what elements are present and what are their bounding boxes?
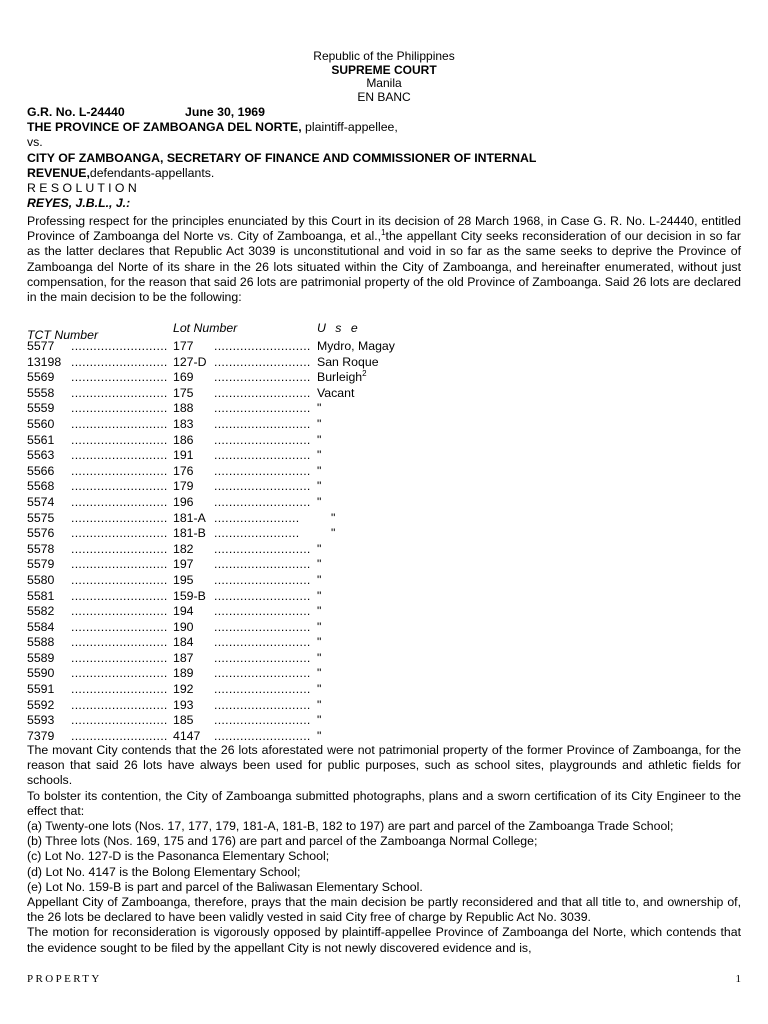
use-cell — [317, 682, 395, 698]
case-date: June 30, 1969 — [185, 105, 265, 119]
case-caption — [27, 105, 741, 211]
leader-dots: .......................... — [214, 354, 311, 369]
republic-line: Republic of the Philippines — [313, 49, 455, 63]
tct-number-cell: 5590 — [27, 666, 55, 681]
use-text: Vacant — [317, 385, 355, 400]
leader-dots: .......................... — [71, 682, 168, 697]
tct-number-cell: 5559 — [27, 401, 55, 416]
leader-dots: ....................... — [214, 526, 300, 541]
header-use — [317, 321, 395, 339]
table-row — [27, 557, 395, 573]
use-text: " — [317, 448, 322, 463]
lots-table-header — [27, 321, 395, 339]
court-name: SUPREME COURT — [331, 62, 437, 77]
tct-number-cell: 5584 — [27, 619, 55, 634]
plaintiff-line — [27, 120, 741, 135]
table-row — [27, 666, 395, 682]
use-cell — [317, 495, 395, 511]
leader-dots: .......................... — [71, 385, 168, 400]
lot-number-cell: 169 — [173, 370, 194, 385]
use-text: " — [317, 572, 322, 587]
lot-number-cell: 187 — [173, 650, 194, 665]
plaintiff-name: THE PROVINCE OF ZAMBOANGA DEL NORTE, — [27, 120, 302, 135]
lot-number-cell: 159-B — [173, 588, 206, 603]
table-row — [27, 370, 395, 386]
use-text: " — [317, 401, 322, 416]
leader-dots: .......................... — [71, 448, 168, 463]
leader-dots: .......................... — [71, 713, 168, 728]
use-text: " — [317, 463, 322, 478]
page-footer — [27, 973, 741, 985]
use-text: " — [317, 479, 322, 494]
lot-number-cell: 181-B — [173, 526, 206, 541]
use-cell — [317, 635, 395, 651]
use-cell — [317, 401, 395, 417]
leader-dots: .......................... — [214, 619, 311, 634]
table-row — [27, 401, 395, 417]
court-city: Manila — [366, 76, 402, 90]
tct-number-cell: 5576 — [27, 526, 55, 541]
leader-dots: .......................... — [71, 370, 168, 385]
leader-dots: .......................... — [71, 650, 168, 665]
leader-dots: .......................... — [214, 541, 311, 556]
table-row — [27, 495, 395, 511]
leader-dots: .......................... — [71, 728, 168, 743]
paragraph-movant: The movant City contends that the 26 lots aforestated were not patrimonial property of the former Province of Zamboanga, for the reason that said 26 lots have always been used for public purposes, such as school sites, playgrounds and athletic fields for schools. — [27, 743, 741, 788]
lot-number-cell: 184 — [173, 635, 194, 650]
lot-number-cell: 192 — [173, 682, 194, 697]
use-cell — [317, 651, 395, 667]
leader-dots: .......................... — [214, 666, 311, 681]
item-c: (c) Lot No. 127-D is the Pasonanca Elementary School; — [27, 849, 330, 864]
leader-dots: .......................... — [214, 339, 311, 353]
leader-dots: .......................... — [214, 650, 311, 665]
use-text: " — [317, 619, 322, 634]
lot-number-cell: 189 — [173, 666, 194, 681]
tct-number-cell: 5592 — [27, 697, 55, 712]
table-row — [27, 542, 395, 558]
table-row — [27, 698, 395, 714]
use-cell — [317, 433, 395, 449]
tct-number-cell: 5593 — [27, 713, 55, 728]
lot-number-cell: 190 — [173, 619, 194, 634]
table-row — [27, 635, 395, 651]
lot-number-cell: 183 — [173, 416, 194, 431]
tct-number-cell: 5566 — [27, 463, 55, 478]
tct-number-cell: 5589 — [27, 650, 55, 665]
tct-number-cell: 5579 — [27, 557, 55, 572]
header-tct — [27, 321, 173, 342]
lot-number-cell: 186 — [173, 432, 194, 447]
lot-number-cell: 194 — [173, 604, 194, 619]
use-cell — [317, 542, 395, 558]
tct-number-cell: 13198 — [27, 354, 62, 369]
use-cell — [317, 604, 395, 620]
tct-number-cell: 5582 — [27, 604, 55, 619]
item-d: (d) Lot No. 4147 is the Bolong Elementary School; — [27, 864, 301, 879]
lot-number-cell: 197 — [173, 557, 194, 572]
tct-number-cell: 7379 — [27, 728, 55, 743]
item-a: (a) Twenty-one lots (Nos. 17, 177, 179, 181-A, 181-B, 182 to 197) are part and parcel of the Zamboanga Trade School; — [27, 819, 674, 834]
footnote-ref-1[interactable]: 1 — [381, 228, 386, 238]
table-row — [27, 713, 395, 729]
lots-table — [27, 321, 395, 744]
tct-number-cell: 5580 — [27, 572, 55, 587]
use-cell — [317, 666, 395, 682]
court-header — [27, 50, 741, 104]
use-cell — [317, 511, 395, 527]
leader-dots: .......................... — [71, 479, 168, 494]
lot-number-cell: 185 — [173, 713, 194, 728]
use-cell — [317, 370, 395, 386]
leader-dots: .......................... — [71, 697, 168, 712]
table-row — [27, 589, 395, 605]
intro-text-2: the appellant City seeks reconsideration of our decision in so far as the latter declares that Republic Act 3039 is unconstitutional and void in so far as the same seeks to deprive the Province of Zamboanga del Norte of its share in the 26 lots situated within the City of Zamboanga, and hereinafter enumerated, without just compensation, for the reason that said 26 lots are patrimonial property of the old Province of Zamboanga. Said 26 lots are declared in the main decision to be the following: — [27, 229, 741, 305]
leader-dots: .......................... — [71, 557, 168, 572]
leader-dots: .......................... — [214, 416, 311, 431]
use-cell — [317, 448, 395, 464]
leader-dots: .......................... — [214, 572, 311, 587]
header-lot-label: Lot Number — [173, 321, 238, 335]
leader-dots: .......................... — [214, 448, 311, 463]
lot-number-cell: 179 — [173, 479, 194, 494]
leader-dots: .......................... — [214, 494, 311, 509]
tct-number-cell: 5588 — [27, 635, 55, 650]
defendants-role: defendants-appellants. — [89, 165, 215, 180]
use-text: " — [317, 416, 322, 431]
defendants-line-1: CITY OF ZAMBOANGA, SECRETARY OF FINANCE AND COMMISSIONER OF INTERNAL — [27, 150, 537, 165]
use-text: " — [331, 526, 336, 541]
header-lot — [173, 321, 317, 339]
use-cell — [317, 339, 395, 355]
use-text: Burleigh — [317, 370, 363, 385]
lot-number-cell: 177 — [173, 339, 194, 353]
leader-dots: .......................... — [214, 370, 311, 385]
table-row — [27, 479, 395, 495]
paragraph-opposition: The motion for reconsideration is vigorously opposed by plaintiff-appellee Province of Zamboanga del Norte, which contends that the evidence sought to be filed by the appellant City is not newly discovered evidence and is, — [27, 925, 741, 955]
table-row — [27, 355, 395, 371]
header-tct-label: TCT Number — [27, 328, 99, 342]
leader-dots: .......................... — [71, 494, 168, 509]
defendants-line-2 — [27, 166, 741, 181]
tct-number-cell: 5561 — [27, 432, 55, 447]
table-row — [27, 417, 395, 433]
use-text: " — [317, 541, 322, 556]
court-division: EN BANC — [357, 89, 411, 104]
tct-number-cell: 5558 — [27, 385, 55, 400]
lot-number-cell: 196 — [173, 494, 194, 509]
tct-number-cell: 5560 — [27, 416, 55, 431]
use-text: " — [317, 604, 322, 619]
lot-number-cell: 193 — [173, 697, 194, 712]
leader-dots: .......................... — [214, 635, 311, 650]
leader-dots: .......................... — [214, 604, 311, 619]
use-text: " — [317, 713, 322, 728]
use-cell — [317, 355, 395, 371]
use-cell — [317, 464, 395, 480]
lot-number-cell: 191 — [173, 448, 194, 463]
use-text: Mydro, Magay — [317, 339, 395, 353]
leader-dots: .......................... — [214, 728, 311, 743]
use-text: " — [317, 432, 322, 447]
leader-dots: .......................... — [71, 432, 168, 447]
tct-number-cell: 5569 — [27, 370, 55, 385]
lot-number-cell: 176 — [173, 463, 194, 478]
lot-number-cell: 181-A — [173, 510, 206, 525]
table-row — [27, 620, 395, 636]
leader-dots: .......................... — [71, 635, 168, 650]
leader-dots: .......................... — [71, 463, 168, 478]
lot-number-cell: 188 — [173, 401, 194, 416]
use-text: " — [317, 728, 322, 743]
leader-dots: .......................... — [214, 588, 311, 603]
tct-number-cell: 5563 — [27, 448, 55, 463]
lot-number-cell: 4147 — [173, 728, 201, 743]
lot-number-cell: 175 — [173, 385, 194, 400]
use-cell — [317, 417, 395, 433]
use-cell — [317, 589, 395, 605]
table-row — [27, 651, 395, 667]
plaintiff-role: plaintiff-appellee, — [301, 120, 398, 135]
leader-dots: .......................... — [214, 479, 311, 494]
use-text: " — [317, 650, 322, 665]
paragraph-bolster: To bolster its contention, the City of Zamboanga submitted photographs, plans and a sworn certification of its City Engineer to the effect that: — [27, 788, 741, 818]
table-row — [27, 464, 395, 480]
table-row — [27, 448, 395, 464]
versus: vs. — [27, 135, 43, 150]
leader-dots: .......................... — [71, 510, 168, 525]
leader-dots: .......................... — [71, 526, 168, 541]
document-type: R E S O L U T I O N — [27, 181, 137, 196]
leader-dots: .......................... — [71, 416, 168, 431]
leader-dots: .......................... — [71, 401, 168, 416]
ponente — [27, 196, 741, 211]
use-cell — [317, 526, 395, 542]
leader-dots: .......................... — [71, 666, 168, 681]
leader-dots: .......................... — [71, 588, 168, 603]
case-number-line — [27, 105, 741, 120]
tct-number-cell: 5581 — [27, 588, 55, 603]
table-row — [27, 604, 395, 620]
leader-dots: .......................... — [71, 604, 168, 619]
table-row — [27, 433, 395, 449]
case-number: G.R. No. L-24440 — [27, 105, 125, 119]
leader-dots: .......................... — [71, 619, 168, 634]
lots-table-body — [27, 339, 395, 744]
table-row — [27, 526, 395, 542]
leader-dots: .......................... — [214, 682, 311, 697]
use-text: San Roque — [317, 354, 379, 369]
leader-dots: .......................... — [214, 432, 311, 447]
item-b: (b) Three lots (Nos. 169, 175 and 176) are part and parcel of the Zamboanga Normal College; — [27, 834, 538, 849]
tct-number-cell: 5575 — [27, 510, 55, 525]
leader-dots: .......................... — [71, 541, 168, 556]
body-text — [27, 743, 741, 956]
table-row — [27, 573, 395, 589]
tct-number-cell: 5591 — [27, 682, 55, 697]
lot-number-cell: 182 — [173, 541, 194, 556]
table-row — [27, 386, 395, 402]
lot-number-cell: 195 — [173, 572, 194, 587]
leader-dots: .......................... — [214, 385, 311, 400]
use-text: " — [317, 697, 322, 712]
table-row — [27, 682, 395, 698]
leader-dots: .......................... — [71, 339, 168, 353]
use-text: " — [317, 666, 322, 681]
paragraph-prayer: Appellant City of Zamboanga, therefore, prays that the main decision be partly reconsidered and that all title to, and ownership of, the 26 lots be declared to have been validly vested in said City free of charge by Republic Act No. 3039. — [27, 895, 741, 925]
leader-dots: .......................... — [71, 354, 168, 369]
use-text: " — [317, 635, 322, 650]
leader-dots: .......................... — [71, 572, 168, 587]
intro-paragraph — [27, 214, 741, 305]
page-number: 1 — [735, 973, 741, 985]
leader-dots: .......................... — [214, 557, 311, 572]
item-e: (e) Lot No. 159-B is part and parcel of the Baliwasan Elementary School. — [27, 879, 423, 894]
leader-dots: .......................... — [214, 463, 311, 478]
use-cell — [317, 620, 395, 636]
table-row — [27, 511, 395, 527]
use-cell — [317, 713, 395, 729]
tct-number-cell: 5568 — [27, 479, 55, 494]
use-cell — [317, 386, 395, 402]
use-text: " — [331, 510, 336, 525]
intro-text-1: Professing respect for the principles enunciated by this Court in its decision of 28 March 1968, in Case G. R. No. L-24440, entitled Province of Zamboanga del Norte vs. City of Zamboanga, et al., — [27, 214, 741, 244]
tct-number-cell: 5574 — [27, 494, 55, 509]
use-text: " — [317, 588, 322, 603]
tct-number-cell: 5578 — [27, 541, 55, 556]
leader-dots: .......................... — [214, 713, 311, 728]
leader-dots: ....................... — [214, 510, 300, 525]
footer-label: PROPERTY — [27, 973, 102, 985]
use-text: " — [317, 557, 322, 572]
use-text: " — [317, 682, 322, 697]
lot-number-cell: 127-D — [173, 354, 207, 369]
use-cell — [317, 573, 395, 589]
leader-dots: .......................... — [214, 401, 311, 416]
defendants-name-end: REVENUE, — [27, 165, 90, 180]
use-cell — [317, 698, 395, 714]
use-cell — [317, 557, 395, 573]
ponente-name: REYES, J.B.L., J.: — [27, 196, 131, 211]
leader-dots: .......................... — [214, 697, 311, 712]
header-use-label: U s e — [317, 321, 361, 335]
tct-number-cell: 5577 — [27, 339, 55, 353]
use-text: " — [317, 494, 322, 509]
use-cell — [317, 479, 395, 495]
footnote-ref-2[interactable]: 2 — [362, 369, 367, 379]
